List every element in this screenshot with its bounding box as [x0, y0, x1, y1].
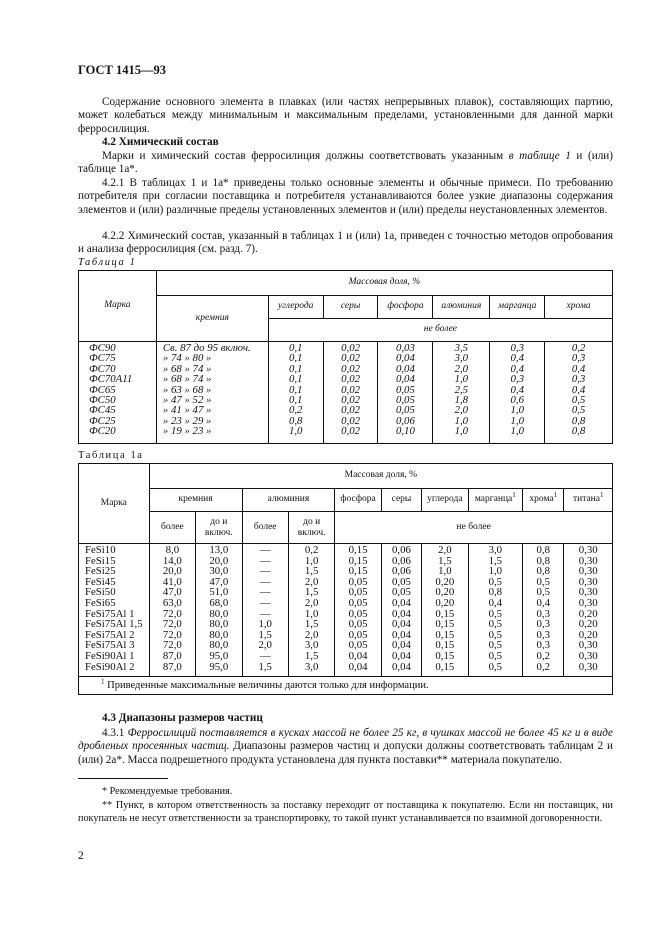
t1a-footnote-text: Приведенные максимальные величины даются только для информации.: [107, 680, 429, 691]
t1a-col-manganese-cell: 0,8: [488, 586, 503, 599]
t1a-col-al-max-cell: 3,0: [304, 639, 319, 652]
t1-col-sulfur-cell: 0,02: [341, 414, 361, 427]
t1a-col-al-max-cell: 1,0: [304, 607, 319, 620]
t1a-col-al-max-cell: 1,5: [304, 618, 319, 631]
t1a-col-titanium: [564, 544, 613, 677]
t1-head-not-more: не более: [268, 319, 612, 342]
t1a-col-manganese-cell: 0,5: [488, 618, 503, 631]
t1-head-aluminum: алюминия: [433, 296, 490, 319]
t1a-col-sulfur: [381, 544, 421, 677]
t1a-titanium-label: титана: [572, 494, 600, 505]
t1-col-silicon-cell: » 68 » 74 »: [162, 362, 212, 375]
intro-paragraph: Содержание основного элемента в плавках (или частях непрерывных плавок), составляющих партию, может колебаться между минимальным и максимальным пределами, установленными для данной марки ферросилиция.: [78, 96, 613, 135]
t1a-col-si-min-cell: 41,0: [162, 575, 182, 588]
t1a-col-manganese-cell: 0,5: [488, 607, 503, 620]
t1-col-aluminum-cell: 1,8: [454, 394, 469, 407]
t1a-col-marka: [79, 544, 150, 677]
t1a-col-al-max-cell: 2,0: [304, 575, 319, 588]
t1a-col-marka-cell: FeSi15: [85, 554, 116, 567]
t1a-col-phosphorus-cell: 0,05: [348, 618, 368, 631]
t1a-col-carbon-cell: 2,0: [438, 544, 452, 556]
t1-col-silicon: [156, 342, 268, 444]
t1a-col-al-max: [288, 544, 334, 677]
t1a-head-al-upto: [288, 512, 334, 544]
t1a-col-si-min-cell: 47,0: [162, 586, 182, 599]
t1a-col-chromium-cell: 0,8: [536, 544, 550, 556]
t1a-col-chromium-cell: 0,8: [536, 565, 550, 578]
t1-col-silicon-cell: » 68 » 74 »: [162, 373, 212, 386]
t1a-col-si-max-cell: 80,0: [209, 639, 229, 652]
t1a-fn-mark-ti: 1: [599, 491, 604, 500]
t1-col-manganese-cell: 1,0: [510, 404, 524, 417]
t1a-col-carbon-cell: 0,15: [435, 649, 455, 662]
table-1a: [78, 463, 613, 695]
t1a-col-al-min-cell: 1,5: [258, 628, 272, 641]
t1a-col-titanium-cell: 0,20: [578, 618, 598, 631]
t1a-col-carbon-cell: 1,5: [438, 554, 452, 567]
t1-head-silicon: кремния: [156, 296, 268, 342]
t1a-col-si-min-cell: 72,0: [162, 618, 182, 631]
t1-col-manganese-cell: 1,0: [510, 425, 524, 438]
t1a-si-upto-1: до и: [210, 516, 228, 527]
section-4-3-heading: 4.3 Диапазоны размеров частиц: [102, 712, 263, 724]
t1a-col-carbon-cell: 0,15: [435, 660, 455, 673]
t1-head-mass-share: Массовая доля, %: [156, 271, 612, 296]
p431-text-c: Диапазоны размеров частиц и допуски должны соответствовать таблицам 2 и (или) 2а*. Масса подрешетного продукта установлена для пункта поставки** материала покупателю.: [78, 740, 613, 766]
t1-col-manganese: [490, 342, 545, 444]
t1a-col-manganese-cell: 0,5: [488, 660, 503, 673]
t1-col-phosphorus-cell: 0,04: [395, 352, 415, 365]
t1a-footnote: [79, 677, 613, 695]
t1-col-aluminum-cell: 1,0: [454, 425, 469, 438]
t1a-col-chromium-cell: 0,3: [536, 628, 550, 641]
t1a-chromium-label: хрома: [529, 494, 554, 505]
t1a-col-carbon-cell: 0,20: [435, 586, 455, 599]
t1a-col-marka-cell: FeSi45: [85, 575, 116, 588]
t1a-col-sulfur-cell: 0,04: [392, 649, 411, 662]
t1a-col-si-min-cell: 72,0: [162, 639, 182, 652]
t1-col-silicon-cell: » 41 » 47 »: [162, 404, 212, 417]
t1a-col-al-min-cell: —: [259, 544, 271, 556]
t1-col-sulfur-cell: 0,02: [341, 404, 361, 417]
t1a-col-al-min-cell: 2,0: [258, 639, 272, 652]
t1-col-marka-cell: ФС70А11: [89, 373, 133, 386]
t1-col-sulfur-cell: 0,02: [341, 373, 361, 386]
t1a-col-manganese-cell: 1,0: [488, 565, 503, 578]
t1a-col-sulfur-cell: 0,04: [392, 628, 411, 641]
t1a-col-carbon-cell: 0,15: [435, 618, 455, 631]
t1a-col-si-max-cell: 30,0: [209, 565, 229, 578]
t1-col-marka-cell: ФС20: [89, 425, 116, 438]
t1-col-sulfur-cell: 0,02: [341, 394, 361, 407]
t1-head-marka: Марка: [79, 271, 157, 342]
t1a-col-al-min-cell: 1,5: [258, 660, 272, 673]
t1a-col-titanium-cell: 0,30: [578, 565, 598, 578]
t1-col-manganese-cell: 0,6: [510, 394, 524, 407]
section-4-3-1-paragraph: [78, 727, 613, 767]
t1a-col-al-min-cell: —: [259, 565, 271, 578]
t1a-manganese-label: марганца: [474, 494, 513, 505]
t1-col-chromium: [545, 342, 613, 444]
t1a-col-marka-cell: FeSi65: [85, 596, 116, 609]
t1a-col-si-min-cell: 14,0: [162, 554, 182, 567]
t1a-head-not-more: не более: [335, 512, 613, 544]
t1a-col-al-max-cell: 3,0: [304, 660, 319, 673]
t1a-col-phosphorus-cell: 0,04: [348, 660, 368, 673]
t1a-col-si-min-cell: 72,0: [162, 607, 182, 620]
t1-col-silicon-cell: Св. 87 до 95 включ.: [162, 342, 251, 354]
page-number: 2: [78, 850, 84, 862]
t1a-col-si-min-cell: 8,0: [165, 544, 180, 556]
t1-col-phosphorus-cell: 0,03: [395, 342, 415, 354]
t1a-col-al-max-cell: 2,0: [304, 628, 319, 641]
t1-col-sulfur-cell: 0,02: [341, 425, 361, 438]
t1-col-silicon-cell: » 23 » 29 »: [162, 414, 212, 427]
t1a-col-phosphorus-cell: 0,15: [348, 544, 368, 556]
t1a-col-marka-cell: FeSi75Al 2: [85, 628, 135, 641]
t1-col-aluminum-cell: 3,5: [454, 342, 469, 354]
t1a-col-al-max-cell: 1,5: [304, 565, 319, 578]
t1a-col-si-max-cell: 80,0: [209, 618, 229, 631]
t1-col-carbon: [268, 342, 323, 444]
t1-col-aluminum-cell: 2,0: [454, 362, 469, 375]
t1a-fn-mark-mn: 1: [512, 491, 516, 500]
t1a-col-marka-cell: FeSi25: [85, 565, 116, 578]
t1-col-manganese-cell: 0,3: [510, 373, 524, 386]
t1a-col-sulfur-cell: 0,04: [392, 618, 411, 631]
t1a-col-titanium-cell: 0,30: [578, 544, 598, 556]
t1-col-sulfur-cell: 0,02: [341, 362, 361, 375]
t1a-col-al-min-cell: —: [259, 649, 271, 662]
section-4-2-heading: 4.2 Химический состав: [102, 136, 219, 148]
t1a-col-phosphorus-cell: 0,04: [348, 649, 368, 662]
t1-col-chromium-cell: 0,5: [571, 404, 586, 417]
t1a-col-phosphorus-cell: 0,05: [348, 639, 368, 652]
t1a-col-al-min-cell: —: [259, 596, 271, 609]
t1-col-silicon-cell: » 63 » 68 »: [162, 383, 212, 396]
t1a-head-silicon: кремния: [149, 489, 242, 512]
t1-col-chromium-cell: 0,3: [571, 352, 586, 365]
p431-text-b: Ферросилиций поставляется в кусках массой не более 25 кг, в чушках массой не более 45 кг и в виде дробленых просеянных частиц.: [78, 727, 614, 753]
t1a-col-chromium-cell: 0,5: [536, 575, 550, 588]
t1a-col-al-min-cell: —: [259, 586, 271, 599]
t1a-col-titanium-cell: 0,30: [578, 586, 598, 599]
t1a-head-al-more: более: [242, 512, 288, 544]
t1a-col-manganese-cell: 0,5: [488, 575, 503, 588]
p431-text-a: 4.3.1: [102, 727, 128, 739]
t1a-col-phosphorus-cell: 0,05: [348, 628, 368, 641]
t1-col-carbon-cell: 0,1: [288, 342, 303, 354]
t1a-col-marka-cell: FeSi50: [85, 586, 116, 599]
t1a-col-si-max-cell: 20,0: [209, 554, 229, 567]
t1a-col-sulfur-cell: 0,06: [392, 544, 411, 556]
t1a-col-titanium-cell: 0,20: [578, 607, 598, 620]
t1a-col-chromium-cell: 0,2: [536, 649, 550, 662]
t1-col-carbon-cell: 0,1: [288, 362, 303, 375]
t1a-col-si-max-cell: 51,0: [209, 586, 229, 599]
t1a-col-sulfur-cell: 0,04: [392, 596, 411, 609]
t1-col-chromium-cell: 0,8: [571, 425, 586, 438]
t1a-col-titanium-cell: 0,20: [578, 628, 598, 641]
t1a-col-carbon-cell: 0,15: [435, 607, 455, 620]
t1a-col-marka-cell: FeSi75Al 3: [85, 639, 135, 652]
t1a-col-marka-cell: FeSi90Al 1: [85, 649, 135, 662]
t1a-col-phosphorus-cell: 0,15: [348, 565, 368, 578]
t1a-col-si-min-cell: 72,0: [162, 628, 182, 641]
t1-col-chromium-cell: 0,4: [571, 362, 586, 375]
t1a-col-titanium-cell: 0,30: [578, 649, 598, 662]
t1-col-aluminum-cell: 3,0: [454, 352, 469, 365]
t1a-si-upto-2: включ.: [204, 527, 233, 538]
t1a-col-phosphorus-cell: 0,05: [348, 575, 368, 588]
p42-text-b: в таблице 1: [508, 150, 571, 162]
t1a-col-chromium-cell: 0,4: [536, 596, 550, 609]
t1-col-sulfur: [323, 342, 378, 444]
t1-col-silicon-cell: » 74 » 80 »: [162, 352, 212, 365]
t1-col-phosphorus-cell: 0,05: [395, 404, 415, 417]
t1a-col-marka-cell: FeSi75Al 1: [85, 607, 135, 620]
t1a-col-al-max-cell: 1,5: [304, 586, 319, 599]
t1a-col-manganese-cell: 1,5: [488, 554, 503, 567]
footnote-2: ** Пункт, в котором ответственность за поставку переходит от поставщика к покупателю. Если ни поставщик, ни покупатель не несут ответственности за транспортировку, то такой пункт устанавливается по взаимной договоренности.: [78, 800, 613, 824]
t1a-col-titanium-cell: 0,30: [578, 639, 598, 652]
t1-col-manganese-cell: 0,4: [510, 352, 524, 365]
t1a-col-al-max-cell: 1,0: [304, 554, 319, 567]
t1a-col-si-max: [196, 544, 242, 677]
t1a-col-si-min-cell: 63,0: [162, 596, 182, 609]
t1a-head-manganese: [468, 489, 523, 512]
t1a-head-chromium: [523, 489, 564, 512]
t1a-col-phosphorus-cell: 0,15: [348, 554, 368, 567]
t1a-head-phosphorus: фосфора: [335, 489, 381, 512]
t1-col-marka-cell: ФС50: [89, 394, 116, 407]
t1a-col-si-max-cell: 95,0: [209, 660, 229, 673]
t1a-col-si-max-cell: 95,0: [209, 649, 229, 662]
t1-col-aluminum-cell: 2,0: [454, 404, 469, 417]
t1a-col-manganese: [468, 544, 523, 677]
t1a-col-si-min: [149, 544, 195, 677]
t1a-col-al-min-cell: —: [259, 554, 271, 567]
t1-col-silicon-cell: » 19 » 23 »: [162, 425, 212, 438]
t1-col-phosphorus-cell: 0,05: [395, 383, 415, 396]
t1-col-phosphorus-cell: 0,06: [395, 414, 415, 427]
t1a-col-al-min-cell: 1,0: [258, 618, 272, 631]
t1a-col-al-min-cell: —: [259, 607, 271, 620]
t1a-col-marka-cell: FeSi10: [85, 544, 116, 556]
t1a-col-si-min-cell: 20,0: [162, 565, 182, 578]
t1a-col-sulfur-cell: 0,06: [392, 565, 411, 578]
t1a-col-marka-cell: FeSi75Al 1,5: [85, 618, 143, 631]
t1-col-sulfur-cell: 0,02: [341, 352, 361, 365]
t1-col-carbon-cell: 0,1: [288, 383, 303, 396]
t1-head-carbon: углерода: [268, 296, 323, 319]
document-header: ГОСТ 1415—93: [78, 63, 167, 77]
t1-col-phosphorus-cell: 0,04: [395, 373, 415, 386]
t1a-col-manganese-cell: 0,5: [488, 628, 503, 641]
t1a-col-manganese-cell: 3,0: [488, 544, 503, 556]
t1a-head-si-more: более: [149, 512, 195, 544]
t1-col-chromium-cell: 0,8: [571, 414, 586, 427]
t1a-col-sulfur-cell: 0,05: [392, 586, 411, 599]
t1a-col-si-max-cell: 13,0: [209, 544, 229, 556]
t1a-col-carbon-cell: 0,20: [435, 575, 455, 588]
t1a-col-chromium-cell: 0,2: [536, 660, 550, 673]
t1a-col-al-max-cell: 2,0: [304, 596, 319, 609]
t1a-col-chromium-cell: 0,3: [536, 639, 550, 652]
table-1: [78, 270, 613, 444]
t1-col-marka-cell: ФС65: [89, 383, 116, 396]
t1-col-aluminum: [433, 342, 490, 444]
t1a-head-marka: Марка: [79, 464, 150, 544]
t1a-col-marka-cell: FeSi90Al 2: [85, 660, 135, 673]
section-4-2-2-paragraph: 4.2.2 Химический состав, указанный в таблицах 1 и (или) 1а, приведен с точностью методов опробования и анализа ферросилиция (см. разд. 7).: [78, 230, 613, 256]
t1a-col-si-max-cell: 68,0: [209, 596, 229, 609]
t1-col-aluminum-cell: 1,0: [454, 414, 469, 427]
t1-col-phosphorus-cell: 0,10: [395, 425, 415, 438]
t1a-col-chromium-cell: 0,3: [536, 618, 550, 631]
t1a-col-sulfur-cell: 0,06: [392, 554, 411, 567]
t1-col-carbon-cell: 0,1: [288, 352, 303, 365]
t1-col-carbon-cell: 0,1: [288, 394, 303, 407]
t1a-col-sulfur-cell: 0,04: [392, 639, 411, 652]
t1-col-manganese-cell: 0,3: [510, 342, 524, 354]
t1-col-chromium-cell: 0,5: [571, 394, 586, 407]
t1a-head-aluminum: алюминия: [242, 489, 335, 512]
t1-col-carbon-cell: 0,1: [288, 373, 303, 386]
t1a-col-chromium-cell: 0,3: [536, 607, 550, 620]
t1a-col-titanium-cell: 0,30: [578, 596, 598, 609]
t1a-fn-mark-cr: 1: [553, 491, 558, 500]
t1a-head-mass-share: Массовая доля, %: [149, 464, 612, 489]
t1a-col-chromium-cell: 0,5: [536, 586, 550, 599]
t1a-col-titanium-cell: 0,30: [578, 554, 598, 567]
t1a-col-carbon: [422, 544, 468, 677]
t1a-col-si-max-cell: 80,0: [209, 628, 229, 641]
footnote-rule: [78, 778, 168, 779]
t1a-col-sulfur-cell: 0,04: [392, 660, 411, 673]
t1a-col-phosphorus-cell: 0,05: [348, 586, 368, 599]
t1a-al-upto-1: до и: [303, 516, 321, 527]
t1a-col-phosphorus: [335, 544, 381, 677]
t1a-col-chromium-cell: 0,8: [536, 554, 550, 567]
p42-text-c: и (или) таблице 1а*.: [78, 150, 614, 176]
table1-caption: Таблица 1: [78, 257, 137, 268]
t1a-col-si-min-cell: 87,0: [162, 660, 182, 673]
t1-head-manganese: марганца: [490, 296, 545, 319]
t1-col-carbon-cell: 0,8: [288, 414, 303, 427]
t1-col-phosphorus-cell: 0,04: [395, 362, 415, 375]
t1-col-marka-cell: ФС90: [89, 342, 116, 354]
footnote-1: * Рекомендуемые требования.: [102, 786, 233, 797]
t1-col-aluminum-cell: 1,0: [454, 373, 469, 386]
t1a-col-al-max-cell: 0,2: [304, 544, 319, 556]
t1-col-marka-cell: ФС70: [89, 362, 116, 375]
t1a-col-titanium-cell: 0,30: [578, 660, 598, 673]
t1a-head-carbon: углерода: [422, 489, 468, 512]
t1-head-phosphorus: фосфора: [378, 296, 433, 319]
t1-col-chromium-cell: 0,2: [571, 342, 586, 354]
t1-col-sulfur-cell: 0,02: [341, 342, 361, 354]
t1-col-sulfur-cell: 0,02: [341, 383, 361, 396]
t1a-col-al-min-cell: —: [259, 575, 271, 588]
table1a-caption: Таблица 1а: [78, 450, 144, 461]
t1a-col-manganese-cell: 0,5: [488, 639, 503, 652]
t1a-col-carbon-cell: 1,0: [438, 565, 452, 578]
t1a-head-si-upto: [196, 512, 242, 544]
t1a-col-al-max-cell: 1,5: [304, 649, 319, 662]
t1a-col-sulfur-cell: 0,05: [392, 575, 411, 588]
t1a-col-phosphorus-cell: 0,05: [348, 596, 368, 609]
t1-col-carbon-cell: 0,2: [288, 404, 303, 417]
t1-head-chromium: хрома: [545, 296, 613, 319]
t1-head-sulfur: серы: [323, 296, 378, 319]
t1a-col-carbon-cell: 0,20: [435, 596, 455, 609]
t1a-al-upto-2: включ.: [297, 527, 326, 538]
p42-text-a: Марки и химический состав ферросилиция должны соответствовать указанным: [102, 150, 509, 162]
t1-col-chromium-cell: 0,3: [571, 373, 586, 386]
section-4-2-1-paragraph: 4.2.1 В таблицах 1 и 1а* приведены только основные элементы и обычные примеси. По требованию потребителя при согласии поставщика и потребителя устанавливаются более узкие диапазоны содержания элементов и (или) различные пределы установленных элементов и (или) пределы неустановленных элементов.: [78, 177, 613, 216]
t1a-col-titanium-cell: 0,30: [578, 575, 598, 588]
t1a-col-phosphorus-cell: 0,05: [348, 607, 368, 620]
t1-col-phosphorus: [378, 342, 433, 444]
t1a-col-manganese-cell: 0,4: [488, 596, 503, 609]
t1a-col-si-min-cell: 87,0: [162, 649, 182, 662]
section-4-2-paragraph: [78, 150, 613, 177]
t1a-col-sulfur-cell: 0,04: [392, 607, 411, 620]
t1-col-marka-cell: ФС25: [89, 414, 116, 427]
t1-col-carbon-cell: 1,0: [288, 425, 303, 438]
t1a-col-chromium: [523, 544, 564, 677]
t1a-head-sulfur: серы: [381, 489, 421, 512]
t1-col-silicon-cell: » 47 » 52 »: [162, 394, 212, 407]
t1-col-manganese-cell: 0,4: [510, 362, 524, 375]
t1-col-marka: [79, 342, 157, 444]
t1a-col-al-min: [242, 544, 288, 677]
t1-col-marka-cell: ФС45: [89, 404, 116, 417]
t1-col-chromium-cell: 0,4: [571, 383, 586, 396]
t1a-col-carbon-cell: 0,15: [435, 628, 455, 641]
t1-col-aluminum-cell: 2,5: [454, 383, 469, 396]
t1a-head-titanium: [564, 489, 613, 512]
t1-col-manganese-cell: 0,4: [510, 383, 524, 396]
t1a-col-carbon-cell: 0,15: [435, 639, 455, 652]
t1a-footnote-mark: 1: [101, 677, 105, 686]
t1-col-manganese-cell: 1,0: [510, 414, 524, 427]
t1a-col-si-max-cell: 80,0: [209, 607, 229, 620]
t1a-col-manganese-cell: 0,5: [488, 649, 503, 662]
t1a-col-si-max-cell: 47,0: [209, 575, 229, 588]
t1-col-phosphorus-cell: 0,05: [395, 394, 415, 407]
t1-col-marka-cell: ФС75: [89, 352, 116, 365]
